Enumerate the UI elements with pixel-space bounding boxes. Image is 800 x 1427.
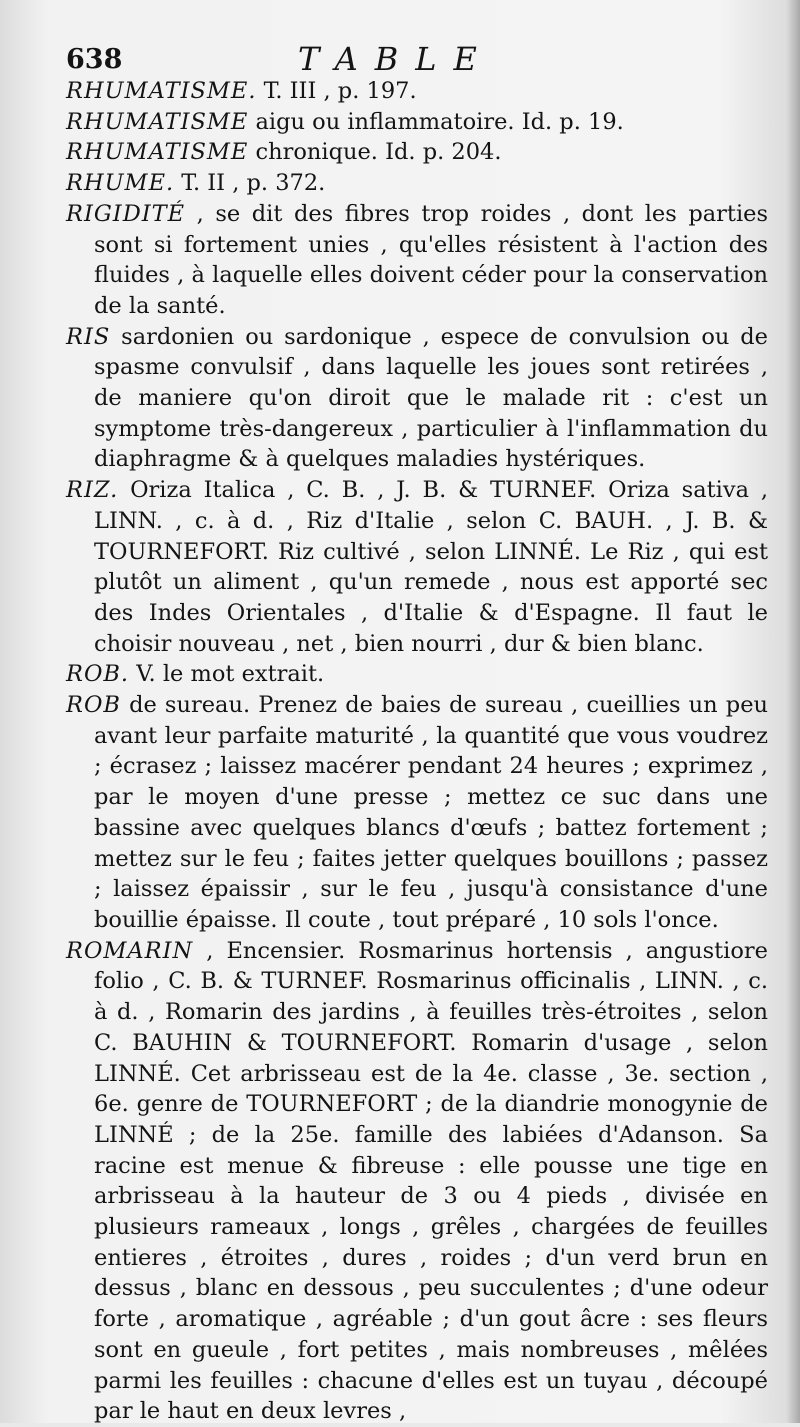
entry-head: RHUMATISME. <box>66 78 257 104</box>
index-entry <box>66 690 768 936</box>
entry-head: ROB. <box>66 661 130 688</box>
page-number: 638 <box>66 44 123 75</box>
entry-text: aigu ou inflammatoire. Id. p. 19. <box>248 108 624 135</box>
entry-head: RIS <box>66 323 111 350</box>
entry-head: ROMARIN <box>66 937 194 964</box>
entry-text: sardonien ou sardonique , espece de convulsion ou de spasme convulsif , dans laquelle les joues sont retirées , de maniere qu'on diroit que le malade rit : c'est un symptome très-dangereux , particulier à l'inflammation du diaphragme & à quelques maladies hystériques. <box>94 323 768 473</box>
entry-text: , se dit des fibres trop roides , dont les parties sont si fortement unies , qu'elles résistent à l'action des fluides , à laquelle elles doivent céder pour la conservation de la santé. <box>94 200 768 319</box>
entry-head: RIGIDITÉ <box>66 200 186 227</box>
index-entry <box>66 107 768 138</box>
entry-head: ROB <box>66 692 121 719</box>
entry-head: RHUMATISME <box>66 139 249 166</box>
index-entry <box>66 168 768 199</box>
index-entry <box>66 936 768 1427</box>
entry-text: , Encensier. Rosmarinus hortensis , angustiore folio , C. B. & TURNEF. Rosmarinus officinalis , LINN. , c. à d. , Romarin des jardins , à feuilles très-étroites , selon C. BAUHIN & TOURNEFORT. Romarin d'usage , selon LINNÉ. Cet arbrisseau est de la 4e. classe , 3e. section , 6e. genre de TOURNEFORT ; de la diandrie monogynie de LINNÉ ; de la 25e. famille des labiées d'Adanson. Sa racine est menue & fibreuse : elle pousse une tige en arbrisseau à la hauteur de 3 ou 4 pieds , divisée en plusieurs rameaux , longs , grêles , chargées de feuilles entieres , étroites , dures , roides ; d'un verd brun en dessus , blanc en dessous , peu succulentes ; d'une odeur forte , aromatique , agréable ; d'un gout âcre : ses fleurs sont en gueule , fort petites , mais nombreuses , mêlées parmi les feuilles : chacune d'elles est un tuyau , découpé par le haut en deux levres , <box>94 937 768 1425</box>
entry-head: RIZ. <box>66 477 119 504</box>
index-entries <box>66 76 768 1427</box>
index-entry <box>66 322 768 476</box>
page-edge-shadow <box>786 0 800 1423</box>
entry-text: chronique. Id. p. 204. <box>248 139 502 166</box>
index-entry <box>66 199 768 322</box>
index-entry <box>66 137 768 168</box>
entry-text: T. III , p. 197. <box>256 78 417 104</box>
entry-head: RHUME. <box>66 170 175 197</box>
index-entry <box>66 659 768 690</box>
index-entry <box>66 76 768 107</box>
running-title: TABLE <box>298 40 494 78</box>
entry-text: T. II , p. 372. <box>174 170 326 197</box>
entry-head: RHUMATISME <box>66 108 249 135</box>
entry-text: V. le mot extrait. <box>129 661 325 688</box>
entry-text: Oriza Italica , C. B. , J. B. & TURNEF. Oriza sativa , LINN. , c. à d. , Riz d'Italie , selon C. BAUH. , J. B. & TOURNEFORT. Riz cultivé , selon LINNÉ. Le Riz , qui est plutôt un aliment , qu'un remede , nous est apporté sec des Indes Orientales , d'Italie & d'Espagne. Il faut le choisir nouveau , net , bien nourri , dur & bien blanc. <box>94 477 768 657</box>
entry-text: de sureau. Prenez de baies de sureau , cueillies un peu avant leur parfaite maturité , la quantité que vous voudrez ; écrasez ; laissez macérer pendant 24 heures ; exprimez , par le moyen d'une presse ; mettez ce suc dans une bassine avec quelques blancs d'œufs ; battez fortement ; mettez sur le feu ; faites jetter quelques bouillons ; passez ; laissez épaissir , sur le feu , jusqu'à consistance d'une bouillie épaisse. Il coute , tout préparé , 10 sols l'once. <box>94 692 768 933</box>
index-entry <box>66 475 768 659</box>
